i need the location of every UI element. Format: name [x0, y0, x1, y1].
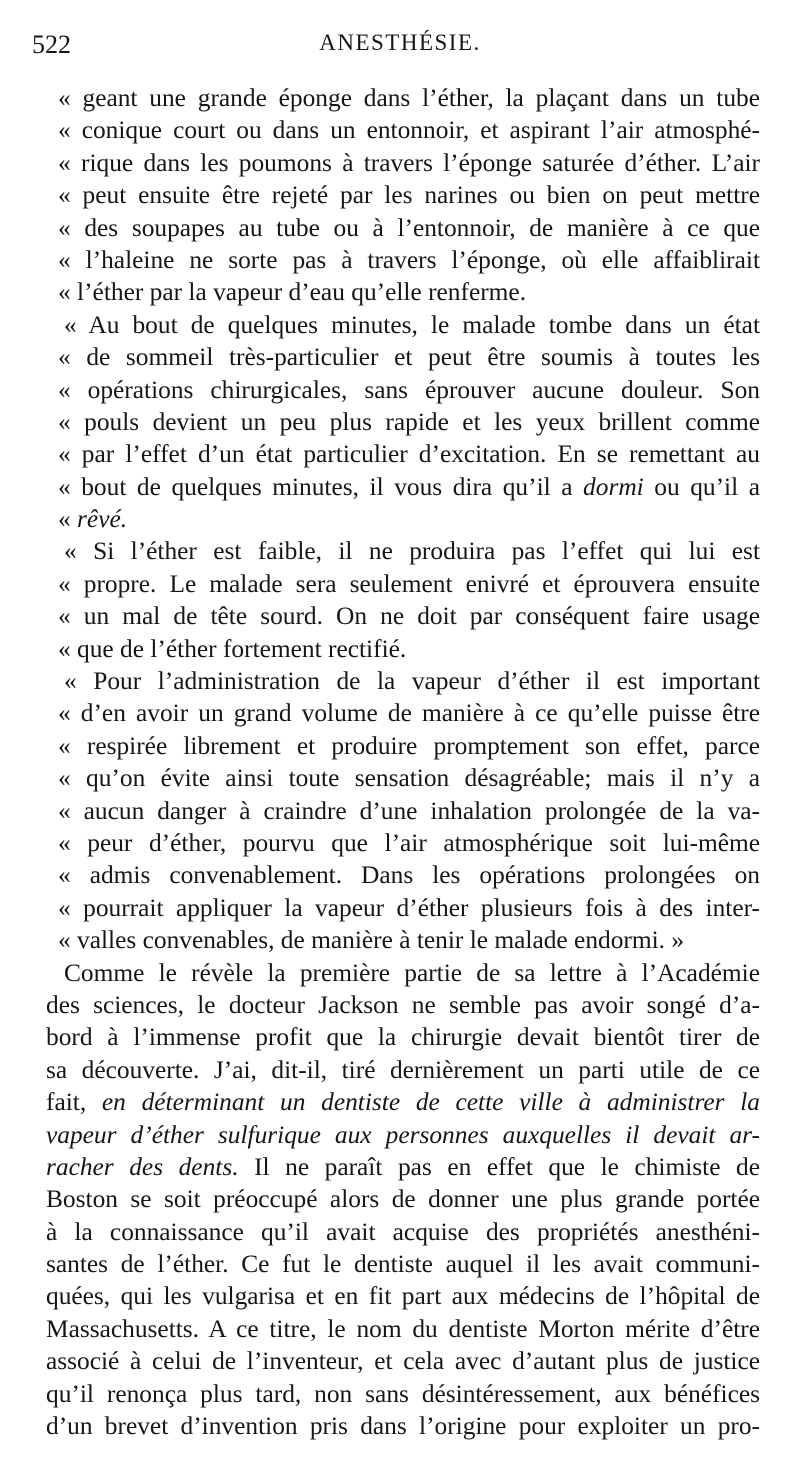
text-line — [46, 1378, 760, 1410]
text-line — [46, 1119, 760, 1151]
text-line — [46, 989, 760, 1021]
line-text: « pourrait appliquer la vapeur d’éther plusieurs fois à des inter- — [58, 893, 760, 922]
text-line — [46, 114, 760, 146]
line-text: Massachusetts. A ce titre, le nom du dentiste Morton mérite d’être — [46, 1314, 760, 1343]
text-line — [46, 438, 760, 470]
text-line — [46, 82, 760, 114]
text-line — [46, 730, 760, 762]
running-title: ANESTHÉSIE. — [319, 30, 481, 55]
text-line — [46, 1345, 760, 1377]
line-text: « respirée librement et produire promptement son effet, parce — [58, 731, 760, 760]
text-line — [46, 147, 760, 179]
line-text: « pouls devient un peu plus rapide et les yeux brillent comme — [58, 407, 760, 436]
line-text-after: Il ne paraît pas en effet que le chimiste de — [238, 1152, 760, 1181]
text-line — [46, 503, 760, 535]
text-line — [46, 1280, 760, 1312]
page-number: 522 — [32, 30, 71, 59]
italic-text: rêvé. — [77, 505, 128, 534]
line-text: « Si l’éther est faible, il ne produira pas l’effet qui lui est — [64, 537, 760, 566]
page-body — [46, 82, 760, 1442]
text-line — [46, 795, 760, 827]
line-text: « par l’effet d’un état particulier d’excitation. En se remettant au — [58, 440, 760, 469]
text-line — [46, 924, 760, 956]
text-line — [46, 406, 760, 438]
line-text: « d’en avoir un grand volume de manière à ce qu’elle puisse être — [58, 699, 760, 728]
text-line — [46, 1021, 760, 1053]
text-line — [46, 1151, 760, 1183]
line-text: « aucun danger à craindre d’une inhalation prolongée de la va- — [58, 796, 760, 825]
text-line — [46, 179, 760, 211]
italic-text: dormi — [583, 472, 644, 501]
text-line — [46, 633, 760, 665]
italic-text: racher des dents. — [46, 1152, 239, 1181]
line-text: « peut ensuite être rejeté par les narines ou bien on peut mettre — [58, 181, 760, 210]
line-text: associé à celui de l’inventeur, et cela avec d’autant plus de justice — [46, 1347, 760, 1376]
line-text: bord à l’immense profit que la chirurgie devait bientôt tirer de — [46, 1023, 760, 1052]
line-text: santes de l’éther. Ce fut le dentiste auquel il les avait communi- — [46, 1250, 760, 1279]
line-text: Comme le révèle la première partie de sa lettre à l’Académie — [64, 958, 760, 987]
line-text: qu’il renonça plus tard, non sans désintéressement, aux bénéfices — [46, 1379, 760, 1408]
line-text: « l’éther par la vapeur d’eau qu’elle renferme. — [58, 278, 527, 307]
text-line — [46, 309, 760, 341]
text-line — [46, 600, 760, 632]
text-line — [46, 1313, 760, 1345]
line-text: « qu’on évite ainsi toute sensation désagréable; mais il n’y a — [58, 764, 760, 793]
text-line — [46, 1086, 760, 1118]
text-line — [46, 374, 760, 406]
line-text: « que de l’éther fortement rectifié. — [58, 634, 407, 663]
text-line — [46, 697, 760, 729]
line-text: fait, — [46, 1088, 87, 1117]
line-text: « propre. Le malade sera seulement enivré et éprouvera ensuite — [58, 569, 760, 598]
text-line — [46, 1248, 760, 1280]
line-text: « Pour l’administration de la vapeur d’éther il est important — [64, 667, 760, 696]
line-text: « bout de quelques minutes, il vous dira qu’il a — [58, 472, 573, 501]
line-text: des sciences, le docteur Jackson ne semble pas avoir songé d’a- — [46, 990, 760, 1019]
text-line — [46, 244, 760, 276]
text-line — [46, 535, 760, 567]
line-text: « geant une grande éponge dans l’éther, la plaçant dans un tube — [58, 84, 760, 112]
text-line — [46, 957, 760, 989]
text-line — [46, 1054, 760, 1086]
line-text: à la connaissance qu’il avait acquise des propriétés anesthéni- — [46, 1217, 760, 1246]
text-line — [46, 276, 760, 308]
text-line — [46, 212, 760, 244]
line-text: d’un brevet d’invention pris dans l’origine pour exploiter un pro- — [46, 1412, 760, 1441]
line-text: « opérations chirurgicales, sans éprouver aucune douleur. Son — [58, 375, 760, 404]
text-line — [46, 665, 760, 697]
line-text: « — [58, 505, 78, 534]
line-text: « un mal de tête sourd. On ne doit par conséquent faire usage — [58, 602, 760, 631]
text-line — [46, 859, 760, 891]
line-text: « rique dans les poumons à travers l’éponge saturée d’éther. L’air — [58, 148, 760, 177]
text-line — [46, 892, 760, 924]
line-text: « conique court ou dans un entonnoir, et aspirant l’air atmosphé- — [58, 116, 760, 145]
line-text-after: ou qu’il a — [643, 472, 760, 501]
text-line — [46, 1183, 760, 1215]
line-text: « valles convenables, de manière à tenir le malade endormi. » — [58, 926, 685, 955]
line-text: « peur d’éther, pourvu que l’air atmosphérique soit lui-même — [58, 828, 760, 857]
text-line — [46, 1216, 760, 1248]
line-text: quées, qui les vulgarisa et en fit part aux médecins de l’hôpital de — [46, 1282, 760, 1311]
text-line — [46, 762, 760, 794]
text-line — [46, 471, 760, 503]
text-line — [46, 1410, 760, 1442]
line-text: « Au bout de quelques minutes, le malade tombe dans un état — [64, 310, 760, 339]
text-line — [46, 568, 760, 600]
italic-text: en déterminant un dentiste de cette ville à administrer la — [86, 1088, 760, 1117]
line-text: Boston se soit préoccupé alors de donner une plus grande portée — [46, 1185, 760, 1214]
line-text: sa découverte. J’ai, dit-il, tiré dernièrement un parti utile de ce — [46, 1055, 760, 1084]
line-text: « des soupapes au tube ou à l’entonnoir, de manière à ce que — [58, 213, 760, 242]
text-line — [46, 341, 760, 373]
line-text: « de sommeil très-particulier et peut être soumis à toutes les — [58, 343, 760, 372]
text-line — [46, 827, 760, 859]
italic-text: vapeur d’éther sulfurique aux personnes auxquelles il devait ar- — [46, 1120, 760, 1149]
line-text: « admis convenablement. Dans les opérations prolongées on — [58, 861, 760, 890]
line-text: « l’haleine ne sorte pas à travers l’éponge, où elle affaiblirait — [58, 245, 760, 274]
page-header — [32, 30, 768, 66]
